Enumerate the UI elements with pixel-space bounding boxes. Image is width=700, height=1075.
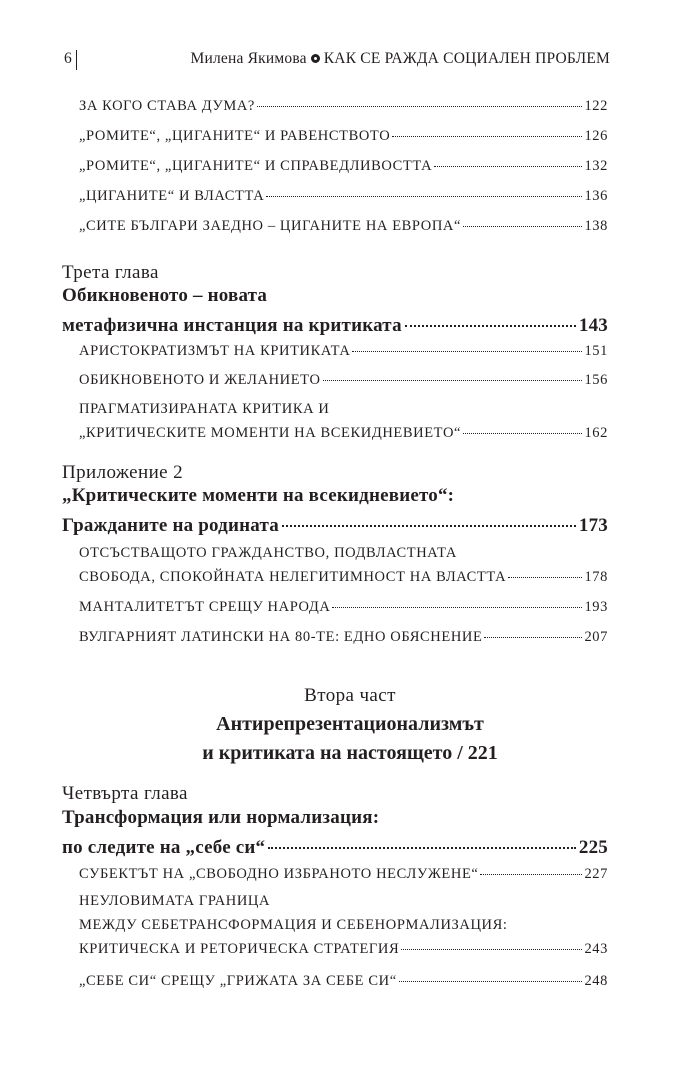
header-author: Милена Якимова: [190, 50, 307, 67]
header-book-title: КАК СЕ РАЖДА СОЦИАЛЕН ПРОБЛЕМ: [323, 50, 610, 67]
dot-leader: [399, 980, 583, 982]
chapter-page: 173: [578, 515, 608, 536]
toc-entry-title: МАНТАЛИТЕТЪТ СРЕЩУ НАРОДА: [79, 599, 331, 615]
running-header: [64, 50, 610, 72]
toc-entry-title: ВУЛГАРНИЯТ ЛАТИНСКИ НА 80-ТЕ: ЕДНО ОБЯСНЕНИЕ: [79, 629, 483, 645]
toc-entry[interactable]: [79, 862, 608, 886]
toc-entry-page: 138: [584, 218, 608, 234]
dot-leader: [508, 576, 582, 578]
chapter-title[interactable]: Трансформация или нормализация: по следите на „себе си“ 225: [62, 803, 608, 863]
toc-entry-title-line1: ОТСЪСТВАЩОТО ГРАЖДАНСТВО, ПОДВЛАСТНАТА: [79, 545, 457, 561]
toc-entry-page: 227: [584, 866, 608, 882]
chapter-page: 143: [578, 315, 608, 336]
toc-entry[interactable]: [79, 94, 608, 118]
dot-leader: [266, 195, 582, 197]
toc-entry-page: 132: [584, 158, 608, 174]
toc-entry-page: 207: [584, 629, 608, 645]
toc-entry-page: 122: [584, 98, 608, 114]
toc-entry[interactable]: [79, 339, 608, 363]
toc-entry-title-line2: МЕЖДУ СЕБЕТРАНСФОРМАЦИЯ И СЕБЕНОРМАЛИЗАЦИЯ:: [79, 917, 508, 933]
dot-leader: [484, 636, 582, 638]
toc-entry[interactable]: [79, 969, 608, 993]
part-title-line1: Антирепрезентационализмът: [216, 713, 484, 735]
part-label: Втора част: [304, 685, 396, 706]
dot-leader: [434, 165, 582, 167]
toc-entry-page: 126: [584, 128, 608, 144]
toc-entry-page: 162: [584, 425, 608, 441]
toc-entry-title: АРИСТОКРАТИЗМЪТ НА КРИТИКАТА: [79, 343, 351, 359]
toc-entry-title: ОБИКНОВЕНОТО И ЖЕЛАНИЕТО: [79, 372, 321, 388]
dot-leader: [257, 105, 583, 107]
chapter-title[interactable]: Обикновеното – новата метафизична инстанция на критиката 143: [62, 281, 608, 341]
dot-leader: [405, 325, 576, 327]
toc-entry[interactable]: [79, 541, 608, 589]
toc-entry[interactable]: [79, 625, 608, 649]
part-title-line2: и критиката на настоящето / 221: [202, 742, 498, 764]
dot-leader: [332, 606, 582, 608]
toc-entry-title: „ЦИГАНИТЕ“ И ВЛАСТТА: [79, 188, 265, 204]
toc-entry[interactable]: [79, 184, 608, 208]
toc-entry-title: СУБЕКТЪТ НА „СВОБОДНО ИЗБРАНОТО НЕСЛУЖЕНЕ“: [79, 866, 479, 882]
toc-entry[interactable]: [79, 154, 608, 178]
dot-leader: [323, 379, 583, 381]
toc-entry-title: СВОБОДА, СПОКОЙНАТА НЕЛЕГИТИМНОСТ НА ВЛАСТТА: [79, 569, 507, 585]
toc-entry-page: 136: [584, 188, 608, 204]
bullet-icon: [311, 54, 320, 63]
toc-entry[interactable]: [79, 124, 608, 148]
toc-entry-title: „КРИТИЧЕСКИТЕ МОМЕНТИ НА ВСЕКИДНЕВИЕТО“: [79, 425, 462, 441]
toc-entry-title: „СИТЕ БЪЛГАРИ ЗАЕДНО – ЦИГАНИТЕ НА ЕВРОПА“: [79, 218, 462, 234]
toc-entry[interactable]: [79, 595, 608, 619]
chapter-label: Четвърта глава: [62, 783, 188, 804]
toc-entry-page: 156: [584, 372, 608, 388]
toc-entry-title: КРИТИЧЕСКА И РЕТОРИЧЕСКА СТРАТЕГИЯ: [79, 941, 400, 957]
chapter-title[interactable]: „Критическите моменти на всекидневието“: Гражданите на родината 173: [62, 481, 608, 541]
toc-entry[interactable]: [79, 397, 608, 445]
page-number: 6: [64, 50, 72, 67]
toc-entry-title: ЗА КОГО СТАВА ДУМА?: [79, 98, 255, 114]
chapter-label: Трета глава: [62, 262, 159, 283]
dot-leader: [401, 948, 582, 950]
toc-entry-page: 193: [584, 599, 608, 615]
dot-leader: [392, 135, 582, 137]
toc-entry[interactable]: [79, 368, 608, 392]
toc-entry-title: „РОМИТЕ“, „ЦИГАНИТЕ“ И СПРАВЕДЛИВОСТТА: [79, 158, 433, 174]
toc-entry[interactable]: [79, 889, 608, 961]
running-title: [191, 50, 611, 68]
toc-entry-page: 151: [584, 343, 608, 359]
toc-entry[interactable]: [79, 214, 608, 238]
dot-leader: [268, 847, 576, 849]
dot-leader: [463, 432, 582, 434]
dot-leader: [282, 525, 576, 527]
chapter-label: Приложение 2: [62, 462, 184, 483]
toc-entry-title: „СЕБЕ СИ“ СРЕЩУ „ГРИЖАТА ЗА СЕБЕ СИ“: [79, 973, 397, 989]
toc-entry-page: 178: [584, 569, 608, 585]
dot-leader: [352, 350, 582, 352]
toc-entry-page: 243: [584, 941, 608, 957]
toc-entry-title-line1: ПРАГМАТИЗИРАНАТА КРИТИКА И: [79, 401, 330, 417]
header-divider: [76, 50, 77, 70]
part-heading[interactable]: [0, 682, 700, 768]
toc-entry-page: 248: [584, 973, 608, 989]
chapter-page: 225: [578, 837, 608, 858]
dot-leader: [480, 873, 582, 875]
toc-entry-title-line1: НЕУЛОВИМАТА ГРАНИЦА: [79, 893, 271, 909]
toc-entry-title: „РОМИТЕ“, „ЦИГАНИТЕ“ И РАВЕНСТВОТО: [79, 128, 391, 144]
dot-leader: [463, 225, 582, 227]
